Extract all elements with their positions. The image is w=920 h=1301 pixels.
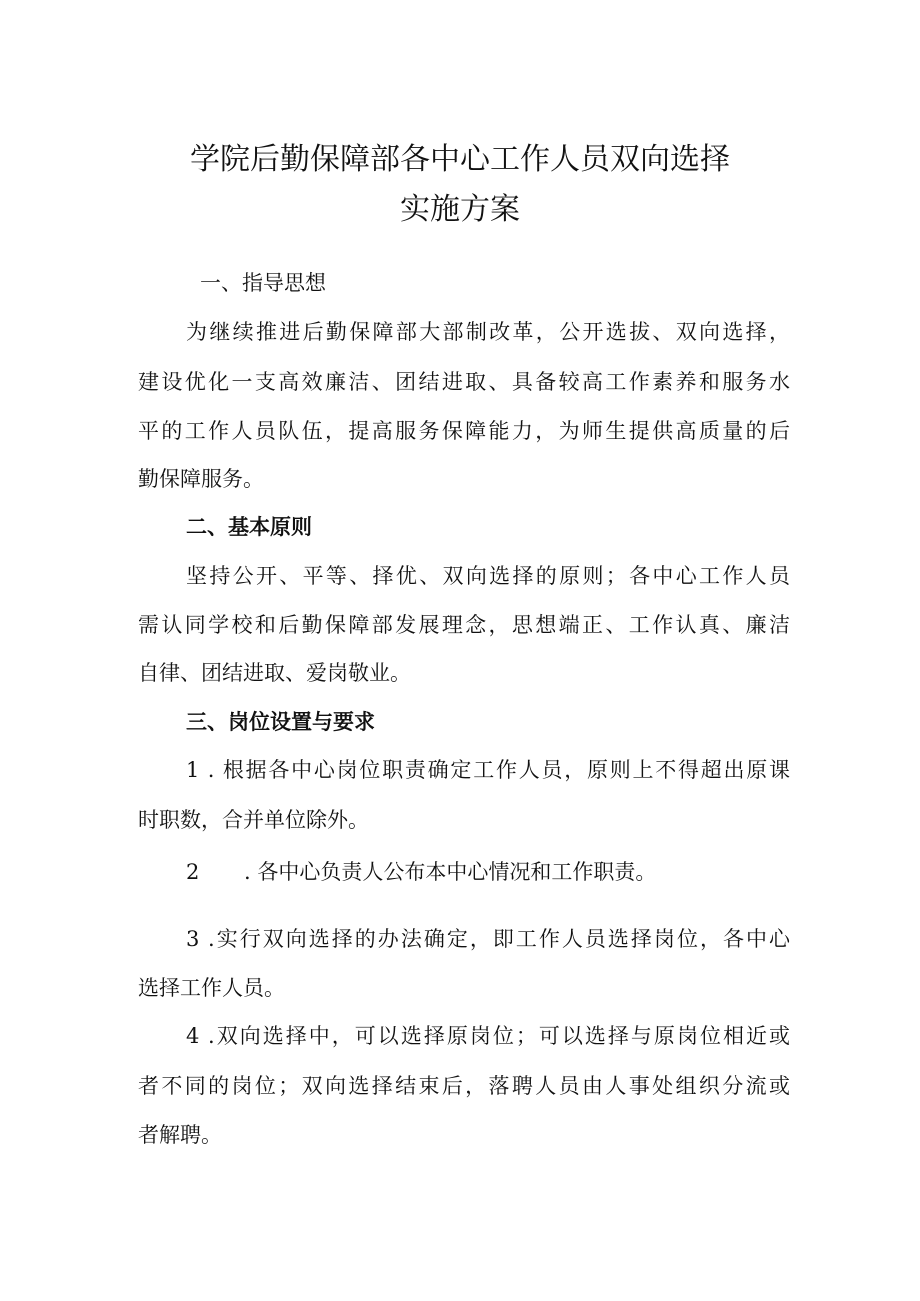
section-1-paragraph-line: 为继续推进后勤保障部大部制改革，公开选拔、双向选择， <box>186 320 790 344</box>
item-3-line: 选择工作人员。 <box>138 976 285 1000</box>
item-2-text: . 各中心负责人公布本中心情况和工作职责。 <box>244 860 657 884</box>
section-2-paragraph-line: 需认同学校和后勤保障部发展理念，思想端正、工作认真、廉洁 <box>138 613 790 637</box>
item-2-number: 2 <box>186 860 200 884</box>
item-4-line: 者不同的岗位；双向选择结束后，落聘人员由人事处组织分流或 <box>138 1074 790 1098</box>
section-2-paragraph-line: 自律、团结进取、爱岗敬业。 <box>138 661 411 685</box>
item-4-line: 4 .双向选择中，可以选择原岗位；可以选择与原岗位相近或 <box>186 1024 790 1048</box>
section-1-paragraph-line: 建设优化一支高效廉洁、团结进取、具备较高工作素养和服务水 <box>138 370 790 394</box>
section-1-paragraph-line: 平的工作人员队伍，提高服务保障能力，为师生提供高质量的后 <box>138 419 790 443</box>
item-3-line: 3 .实行双向选择的办法确定，即工作人员选择岗位，各中心 <box>186 927 790 951</box>
section-1-heading: 一、指导思想 <box>200 271 326 295</box>
item-4-line: 者解聘。 <box>138 1123 222 1147</box>
document-title-line-1: 学院后勤保障部各中心工作人员双向选择 <box>190 142 730 177</box>
document-title-line-2: 实施方案 <box>400 192 520 227</box>
section-2-paragraph-line: 坚持公开、平等、择优、双向选择的原则；各中心工作人员 <box>186 564 790 588</box>
item-1-line: 时职数，合并单位除外。 <box>138 808 369 832</box>
section-1-paragraph-line: 勤保障服务。 <box>138 467 264 491</box>
section-2-heading: 二、基本原则 <box>186 515 312 539</box>
item-1-line: 1 . 根据各中心岗位职责确定工作人员，原则上不得超出原课 <box>186 758 790 782</box>
section-3-heading: 三、岗位设置与要求 <box>186 710 375 734</box>
